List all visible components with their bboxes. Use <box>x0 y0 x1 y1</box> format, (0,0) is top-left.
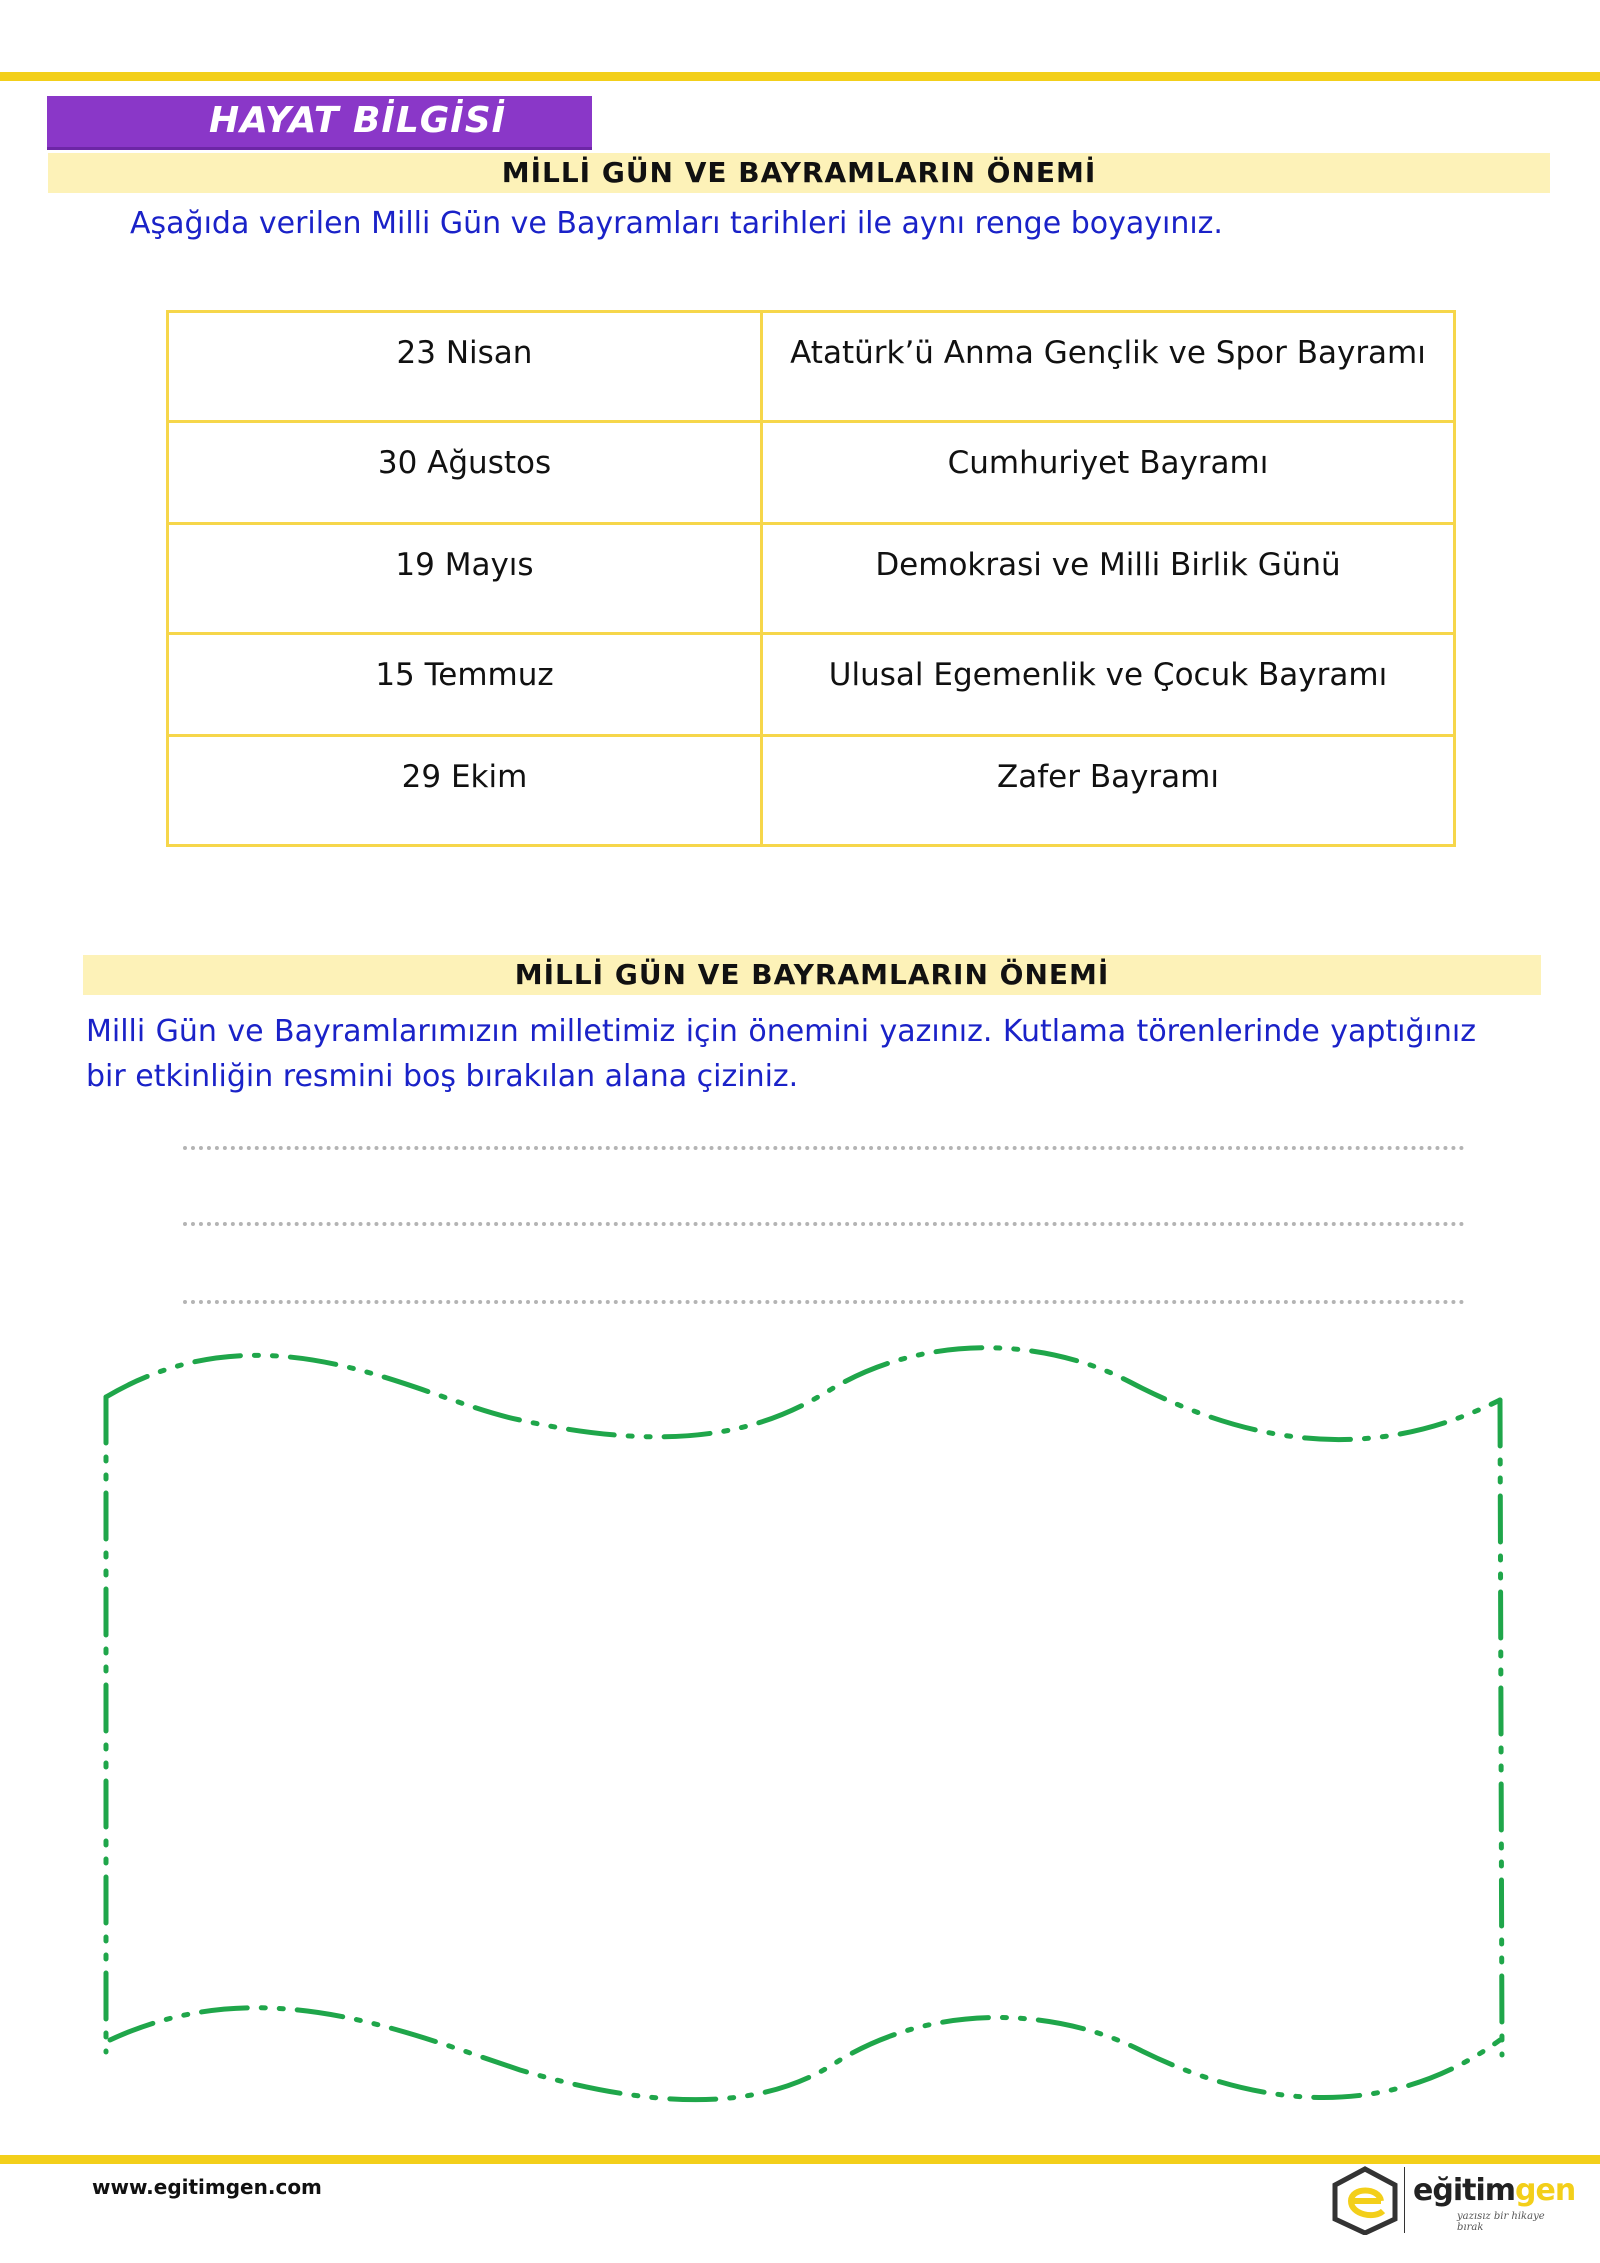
date-cell[interactable]: 29 Ekim <box>168 736 762 846</box>
website-link[interactable]: www.egitimgen.com <box>92 2175 322 2199</box>
instruction-text: Aşağıda verilen Milli Gün ve Bayramları tarihleri ile aynı renge boyayınız. <box>130 206 1223 241</box>
date-cell[interactable]: 19 Mayıs <box>168 524 762 634</box>
event-cell[interactable]: Ulusal Egemenlik ve Çocuk Bayramı <box>762 634 1455 736</box>
event-cell[interactable]: Cumhuriyet Bayramı <box>762 422 1455 524</box>
logo-wordmark <box>1413 2173 1575 2208</box>
egitimgen-logo <box>1325 2163 1576 2235</box>
date-cell[interactable]: 15 Temmuz <box>168 634 762 736</box>
frame-bottom-wave <box>110 2008 1500 2100</box>
section-title: MİLLİ GÜN VE BAYRAMLARIN ÖNEMİ <box>514 958 1110 991</box>
event-cell[interactable]: Demokrasi ve Milli Birlik Günü <box>762 524 1455 634</box>
date-cell[interactable]: 23 Nisan <box>168 312 762 422</box>
subject-label: HAYAT BİLGİSİ <box>209 100 507 141</box>
logo-wordmark-dark: eğitim <box>1413 2173 1515 2208</box>
instruction-text: Milli Gün ve Bayramlarımızın milletimiz için önemini yazınız. Kutlama törenlerinde yaptığınız bir etkinliğin resmini boş bırakılan alana çiziniz. <box>86 1014 1476 1094</box>
logo-slogan: yazısız bir hikaye bırak <box>1457 2211 1545 2233</box>
section-title: MİLLİ GÜN VE BAYRAMLARIN ÖNEMİ <box>501 156 1097 189</box>
egitimgen-hexagon-logo-icon <box>1325 2163 1405 2235</box>
frame-right-edge <box>1500 1400 1502 2055</box>
logo-wordmark-accent: gen <box>1515 2173 1576 2208</box>
event-cell[interactable]: Zafer Bayramı <box>762 736 1455 846</box>
event-cell[interactable]: Atatürk’ü Anma Gençlik ve Spor Bayramı <box>762 312 1455 422</box>
frame-top-wave <box>106 1348 1500 1440</box>
date-cell[interactable]: 30 Ağustos <box>168 422 762 524</box>
